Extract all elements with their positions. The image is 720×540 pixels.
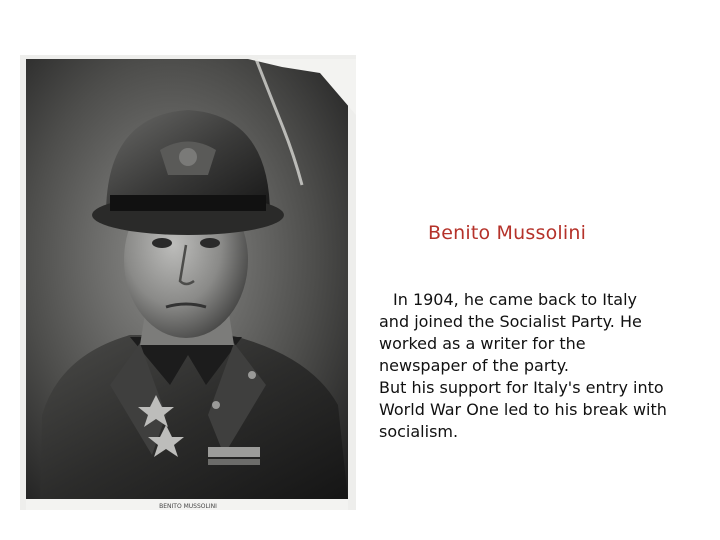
body-text — [379, 289, 669, 443]
slide-title: Benito Mussolini — [428, 222, 587, 244]
paragraph-1: In 1904, he came back to Italy and joined the Socialist Party. He worked as a writer for the newspaper of the party. — [379, 290, 642, 375]
portrait-photo — [20, 55, 356, 510]
paragraph-2: But his support for Italy's entry into World War One led to his break with socialism. — [379, 378, 667, 441]
photo-caption: BENITO MUSSOLINI — [159, 503, 217, 510]
portrait-photo-image — [20, 55, 356, 510]
